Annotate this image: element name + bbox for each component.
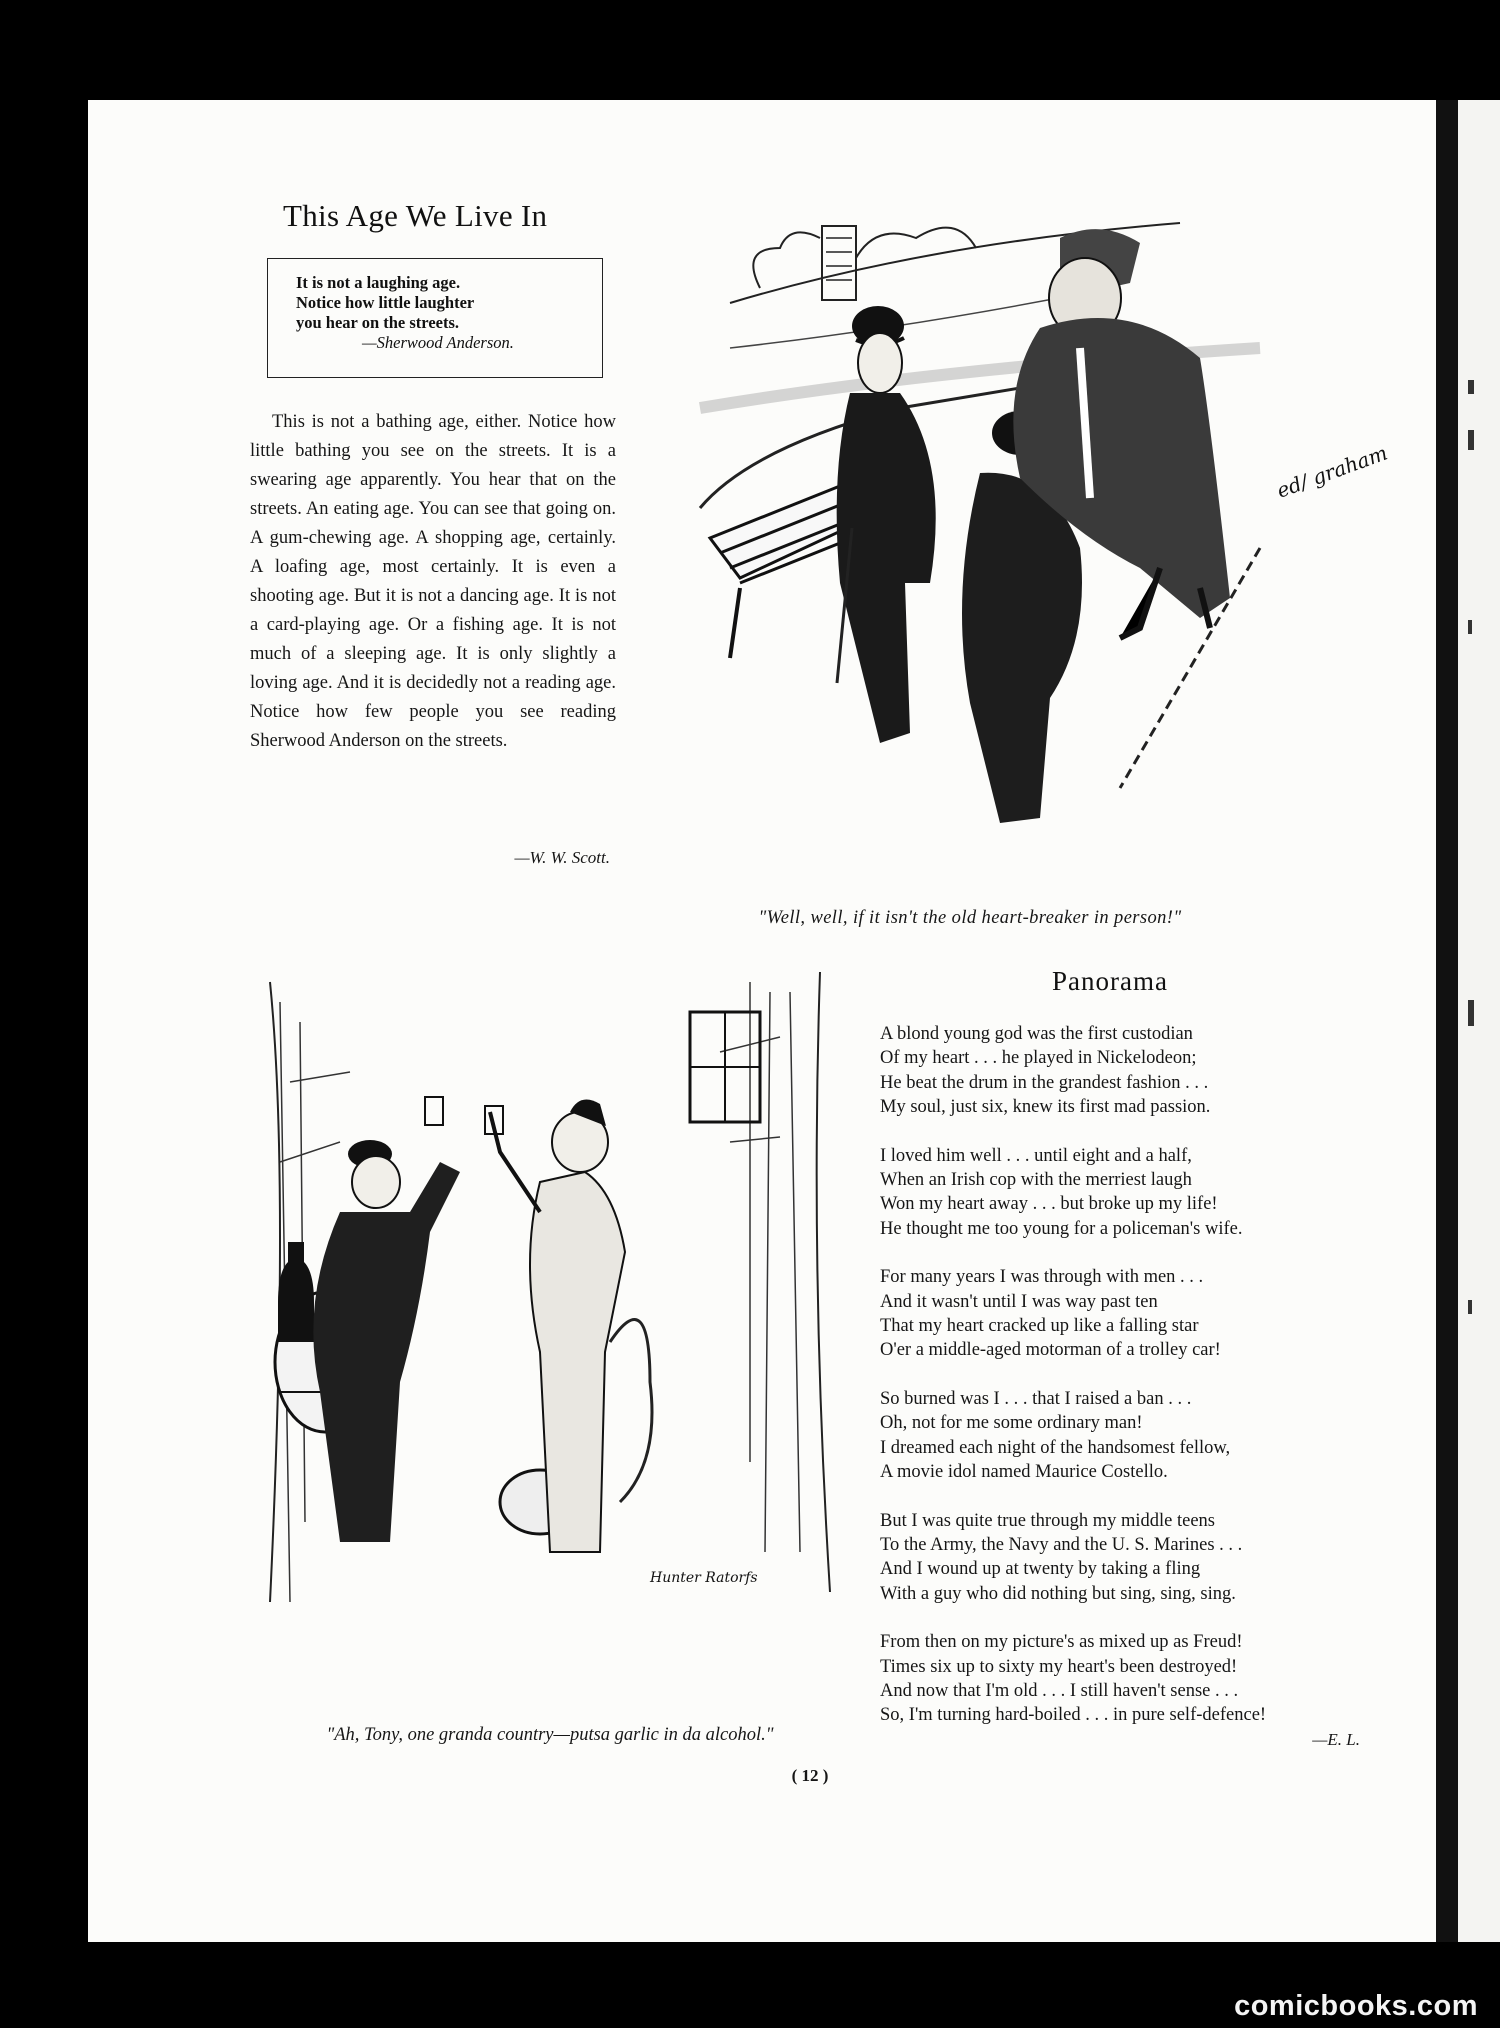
bottom-cartoon-caption: "Ah, Tony, one granda country—putsa garlic in da alcohol." [326, 1725, 774, 1745]
poem-title: Panorama [1052, 966, 1168, 996]
poem-line: I dreamed each night of the handsomest fellow, [880, 1437, 1231, 1458]
poem-stanza [880, 1265, 1400, 1363]
top-cartoon-caption: "Well, well, if it isn't the old heart-breaker in person!" [758, 908, 1182, 928]
poem-stanza [880, 1144, 1400, 1242]
poem-line: So, I'm turning hard-boiled . . . in pure self-defence! [880, 1705, 1267, 1726]
poem-line: So burned was I . . . that I raised a ban . . . [880, 1388, 1192, 1409]
poem-line: That my heart cracked up like a falling star [880, 1316, 1199, 1337]
epigraph-line: It is not a laughing age. [296, 273, 461, 292]
street-scene-cartoon [640, 208, 1410, 858]
poem-line: To the Army, the Navy and the U. S. Marines . . . [880, 1534, 1243, 1555]
poem-line: He thought me too young for a policeman's wife. [880, 1218, 1243, 1239]
poem-stanza [880, 1509, 1400, 1607]
poem-line: A movie idol named Maurice Costello. [880, 1462, 1168, 1483]
poem-line: O'er a middle-aged motorman of a trolley car! [880, 1340, 1221, 1361]
poem-line: With a guy who did nothing but sing, sing, sing. [880, 1583, 1236, 1604]
poem-line: I loved him well . . . until eight and a half, [880, 1145, 1192, 1166]
poem-stanza [880, 1022, 1400, 1120]
poem-stanza [880, 1387, 1400, 1485]
poem-line: And I wound up at twenty by taking a fling [880, 1559, 1201, 1580]
poem-line: Of my heart . . . he played in Nickelodeon; [880, 1048, 1197, 1069]
svg-text:ed/ graham: ed/ graham [1273, 440, 1391, 503]
page-number: ( 12 ) [791, 1766, 829, 1785]
poem-line: He beat the drum in the grandest fashion . . . [880, 1072, 1209, 1093]
site-watermark: comicbooks.com [1234, 1990, 1478, 2022]
poem-body [880, 1022, 1400, 1752]
poem-line: Won my heart away . . . but broke up my life! [880, 1194, 1218, 1215]
poem-line: And it wasn't until I was way past ten [880, 1291, 1158, 1312]
poem-line: Times six up to sixty my heart's been destroyed! [880, 1656, 1238, 1677]
poem-line: From then on my picture's as mixed up as Freud! [880, 1632, 1243, 1653]
page-gutter [1436, 100, 1458, 1942]
article-body: This is not a bathing age, either. Notice how little bathing you see on the streets. It is a swearing age apparently. You hear that on the streets. An eating age. You can see that going on. A gum-chewing age. A shopping age, certainly. A loafing age, most certainly. It is even a shooting age. But it is not a dancing age. It is not a card-playing age. Or a fishing age. It is not much of a sleeping age. It is only slightly a loving age. And it is decidedly not a reading age. Notice how few people you see reading Sherwood Anderson on the streets. [250, 412, 616, 751]
poem-stanza [880, 1630, 1400, 1728]
poem-line: And now that I'm old . . . I still haven't sense . . . [880, 1680, 1239, 1701]
poem-line: When an Irish cop with the merriest laugh [880, 1170, 1192, 1191]
article-byline: —W. W. Scott. [514, 848, 610, 867]
poem-line: My soul, just six, knew its first mad passion. [880, 1097, 1211, 1118]
poem-signature: —E. L. [1312, 1730, 1360, 1749]
poem-line: Oh, not for me some ordinary man! [880, 1413, 1143, 1434]
epigraph-line: Notice how little laughter [296, 293, 475, 312]
epigraph-attribution: —Sherwood Anderson. [362, 333, 514, 352]
poem-line: But I was quite true through my middle teens [880, 1510, 1215, 1531]
svg-text:Hunter Ratorfs: Hunter Ratorfs [650, 1570, 758, 1586]
epigraph-line: you hear on the streets. [296, 313, 460, 332]
article-title: This Age We Live In [283, 198, 548, 233]
poem-line: For many years I was through with men . . . [880, 1267, 1204, 1288]
poem-line: A blond young god was the first custodian [880, 1024, 1193, 1044]
cellar-toast-cartoon [250, 962, 840, 1602]
epigraph-box [267, 258, 603, 378]
adjacent-page-edge [1458, 100, 1500, 1942]
